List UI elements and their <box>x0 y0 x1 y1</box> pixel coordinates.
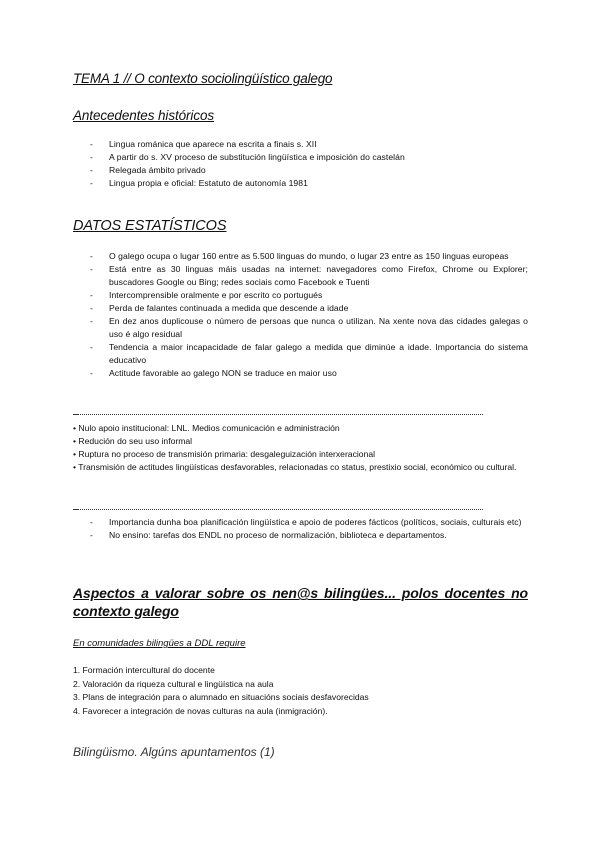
list-item: - En dez anos duplicouse o número de persoas que nunca o utilizan. Na xente nova das cidades galegas o uso é algo residual <box>90 315 528 341</box>
list-item: - No ensino: tarefas dos ENDL no proceso de normalización, biblioteca e departamentos. <box>90 529 528 542</box>
list-item: - Intercomprensible oralmente e por escrito co portugués <box>90 289 528 302</box>
list-item: • Nulo apoio institucional: LNL. Medios comunicación e administración <box>73 423 340 433</box>
list-item: • Redución do seu uso informal <box>73 436 193 446</box>
list-item: 1. Formación intercultural do docente <box>73 665 215 675</box>
aspectos-heading-line2: contexto galego <box>73 603 179 619</box>
aspectos-numbered-list <box>73 664 369 718</box>
list-item: - Importancia dunha boa planificación lingüística e apoio de poderes fácticos (políticos, sociais, culturais etc) <box>90 516 528 529</box>
bilinguismo-heading: Bilingüismo. Algúns apuntamentos (1) <box>73 745 275 759</box>
aspectos-heading <box>73 584 528 620</box>
datos-bullet-list <box>73 422 528 474</box>
list-item: - Tendencia a maior incapacidade de falar galego a medida que diminúe a idade. Importancia do sistema educativo <box>90 341 528 367</box>
list-item: - Lingua propia e oficial: Estatuto de autonomía 1981 <box>90 177 528 190</box>
dotted-separator <box>73 509 483 510</box>
list-item: - Actitude favorable ao galego NON se traduce en maior uso <box>90 367 528 380</box>
list-item: - Relegada ámbito privado <box>90 164 528 177</box>
list-item: - Lingua románica que aparece na escrita a finais s. XII <box>90 138 528 151</box>
list-item: 3. Plans de integración para o alumnado en situacións sociais desfavorecidas <box>73 692 369 703</box>
list-item: 2. Valoración da riqueza cultural e lingüística na aula <box>73 678 274 689</box>
list-item: • Ruptura no proceso de transmisión primaria: desgaleguización interxeracional <box>73 449 376 459</box>
list-item: - Perda de falantes continuada a medida que descende a idade <box>90 302 528 315</box>
dotted-separator <box>73 414 483 415</box>
antecedentes-heading: Antecedentes históricos <box>73 108 215 123</box>
list-item: • Transmisión de actitudes lingüísticas desfavorables, relacionadas co status, prestixio social, económico ou cultural. <box>73 462 517 472</box>
aspectos-subheading: En comunidades bilingües a DDL require <box>73 638 246 649</box>
list-item: - Está entre as 30 linguas máis usadas na internet: navegadores como Firefox, Chrome ou Explorer; buscadores Google ou Bing; redes sociais como Facebook e Tuenti <box>90 263 528 289</box>
antecedentes-list <box>90 138 528 190</box>
aspectos-heading-line1: Aspectos a valorar sobre os nen@s bilingües... polos docentes no <box>73 585 528 601</box>
list-item: - A partir do s. XV proceso de substitución lingüística e imposición do castelán <box>90 151 528 164</box>
datos-list <box>90 250 528 380</box>
datos-list-2 <box>90 516 528 542</box>
document-title: TEMA 1 // O contexto sociolingüístico galego <box>73 71 333 86</box>
datos-heading: DATOS ESTATÍSTICOS <box>73 218 227 234</box>
list-item: 4. Favorecer a integración de novas culturas na aula (inmigración). <box>73 705 328 716</box>
list-item: - O galego ocupa o lugar 160 entre as 5.500 linguas do mundo, o lugar 23 entre as 150 linguas europeas <box>90 250 528 263</box>
